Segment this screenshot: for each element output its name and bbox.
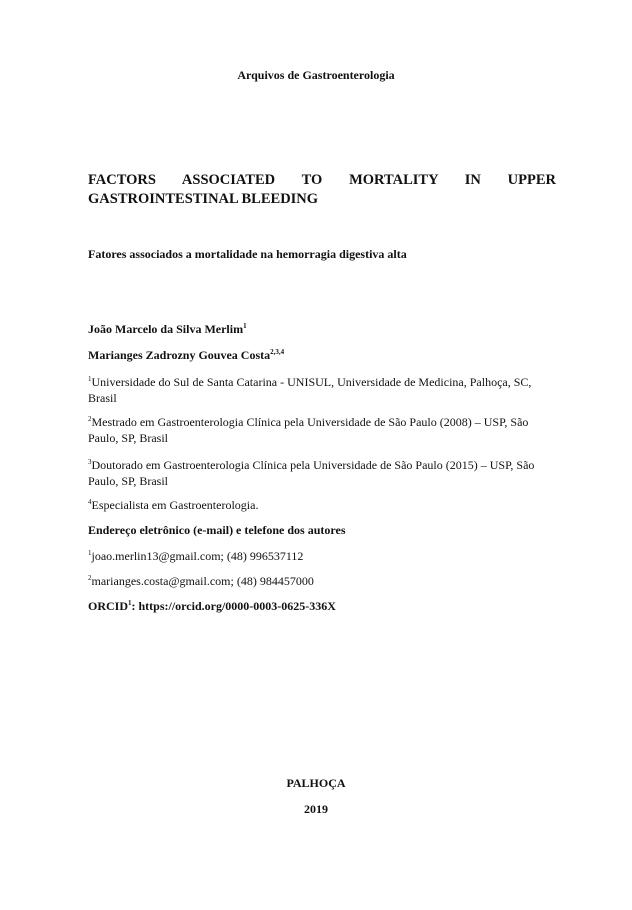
affiliation-superscript: 4 bbox=[88, 498, 92, 506]
affiliation-1 bbox=[88, 374, 558, 406]
author-superscript: 1 bbox=[243, 322, 247, 330]
affiliation-superscript: 3 bbox=[88, 458, 92, 466]
contact-text: joao.merlin13@gmail.com; (48) 996537112 bbox=[91, 549, 304, 563]
affiliation-text: Doutorado em Gastroenterologia Clínica pela Universidade de São Paulo (2015) – USP, São Paulo, SP, Brasil bbox=[88, 458, 535, 488]
contact-entry-2 bbox=[88, 574, 314, 589]
article-title bbox=[88, 171, 556, 209]
orcid-link[interactable]: : https://orcid.org/0000-0003-0625-336X bbox=[131, 599, 336, 613]
author-name: João Marcelo da Silva Merlim bbox=[88, 322, 244, 336]
article-title-line-2: GASTROINTESTINAL BLEEDING bbox=[88, 191, 319, 207]
city: PALHOÇA bbox=[286, 776, 346, 790]
journal-name: Arquivos de Gastroenterologia bbox=[237, 68, 395, 82]
affiliation-text: Universidade do Sul de Santa Catarina - UNISUL, Universidade de Medicina, Palhoça, SC, Brasil bbox=[88, 375, 532, 405]
orcid-line bbox=[88, 599, 336, 614]
affiliation-text: Especialista em Gastroenterologia. bbox=[91, 498, 259, 512]
affiliation-text: Mestrado em Gastroenterologia Clínica pela Universidade de São Paulo (2008) – USP, São Paulo, SP, Brasil bbox=[88, 415, 529, 445]
affiliation-superscript: 1 bbox=[88, 375, 92, 383]
contact-entry-1 bbox=[88, 549, 303, 564]
affiliation-4 bbox=[88, 497, 558, 513]
author-name: Marianges Zadrozny Gouvea Costa bbox=[88, 348, 271, 362]
author-1 bbox=[88, 322, 247, 337]
affiliation-2 bbox=[88, 414, 558, 446]
orcid-superscript: 1 bbox=[128, 599, 132, 607]
contact-superscript: 1 bbox=[88, 549, 92, 557]
affiliation-superscript: 2 bbox=[88, 415, 92, 423]
contact-superscript: 2 bbox=[88, 574, 92, 582]
year: 2019 bbox=[304, 802, 328, 816]
contact-heading: Endereço eletrônico (e-mail) e telefone dos autores bbox=[88, 523, 346, 537]
author-superscript: 2,3,4 bbox=[270, 348, 285, 356]
article-subtitle: Fatores associados a mortalidade na hemorragia digestiva alta bbox=[88, 247, 407, 261]
affiliation-3 bbox=[88, 457, 558, 489]
orcid-label: ORCID bbox=[88, 599, 129, 613]
contact-text: marianges.costa@gmail.com; (48) 984457000 bbox=[91, 574, 314, 588]
article-title-line-1: FACTORS ASSOCIATED TO MORTALITY IN UPPER bbox=[88, 172, 556, 188]
author-2 bbox=[88, 348, 284, 363]
